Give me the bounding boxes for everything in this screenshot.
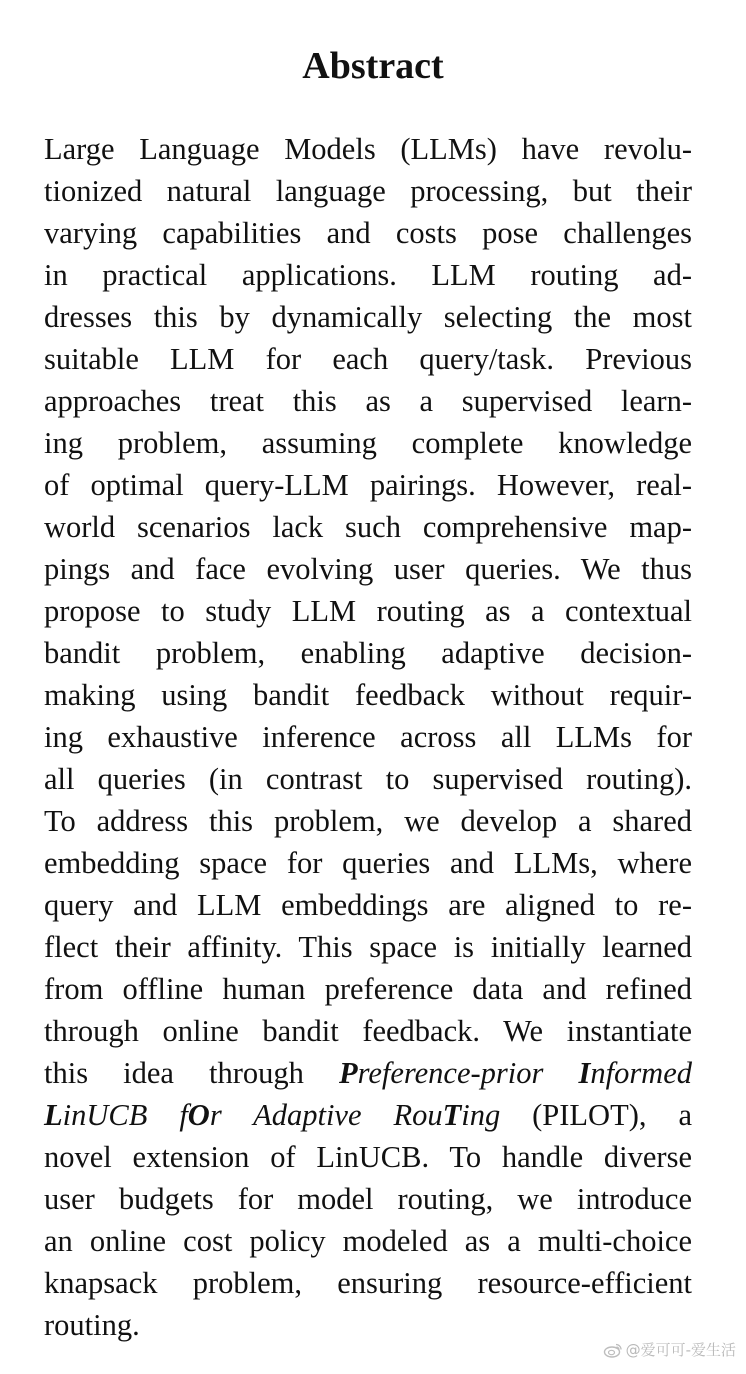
abstract-line bbox=[44, 506, 692, 548]
line-text: an online cost policy modeled as a multi-choice bbox=[44, 1224, 692, 1258]
emphasis-text: T bbox=[442, 1098, 462, 1132]
emphasis-text: P bbox=[338, 1056, 358, 1090]
abstract-line bbox=[44, 1010, 692, 1052]
line-text: varying capabilities and costs pose challenges bbox=[44, 216, 692, 250]
abstract-line bbox=[44, 590, 692, 632]
abstract-line bbox=[44, 1262, 692, 1304]
line-text: through online bandit feedback. We instantiate bbox=[44, 1014, 692, 1048]
abstract-body bbox=[44, 128, 692, 1346]
line-text: ing problem, assuming complete knowledge bbox=[44, 426, 692, 460]
abstract-line bbox=[44, 926, 692, 968]
line-text: routing. bbox=[44, 1308, 140, 1342]
line-text: (PILOT), a bbox=[500, 1098, 692, 1132]
line-text: flect their affinity. This space is initially learned bbox=[44, 930, 692, 964]
abstract-line bbox=[44, 1136, 692, 1178]
emphasis-text: O bbox=[187, 1098, 210, 1132]
line-text: Large Language Models (LLMs) have revolu- bbox=[44, 132, 692, 166]
line-text: making using bandit feedback without requir- bbox=[44, 678, 692, 712]
abstract-line bbox=[44, 1220, 692, 1262]
abstract-line bbox=[44, 380, 692, 422]
line-text: from offline human preference data and refined bbox=[44, 972, 692, 1006]
line-text: novel extension of LinUCB. To handle diverse bbox=[44, 1140, 692, 1174]
line-text: this idea through bbox=[44, 1056, 339, 1090]
line-text: dresses this by dynamically selecting the most bbox=[44, 300, 692, 334]
abstract-line bbox=[44, 464, 692, 506]
watermark-text: @爱可可-爱生活 bbox=[625, 1341, 736, 1359]
line-text: pings and face evolving user queries. We thus bbox=[44, 552, 692, 586]
abstract-line bbox=[44, 842, 692, 884]
emphasis-text: L bbox=[44, 1098, 63, 1132]
line-text: approaches treat this as a supervised learn- bbox=[44, 384, 692, 418]
line-text: ing exhaustive inference across all LLMs for bbox=[44, 720, 692, 754]
abstract-title: Abstract bbox=[302, 45, 444, 87]
abstract-line bbox=[44, 800, 692, 842]
emphasis-text: nformed bbox=[590, 1056, 693, 1090]
line-text: query and LLM embeddings are aligned to re- bbox=[44, 888, 692, 922]
abstract-line bbox=[44, 422, 692, 464]
abstract-line bbox=[44, 632, 692, 674]
abstract-line bbox=[44, 296, 692, 338]
abstract-line bbox=[44, 548, 692, 590]
line-text: suitable LLM for each query/task. Previous bbox=[44, 342, 692, 376]
abstract-line bbox=[44, 758, 692, 800]
line-text: propose to study LLM routing as a contextual bbox=[44, 594, 692, 628]
abstract-line bbox=[44, 254, 692, 296]
abstract-line bbox=[44, 128, 692, 170]
emphasis-text: ing bbox=[461, 1098, 501, 1132]
line-text: user budgets for model routing, we introduce bbox=[44, 1182, 692, 1216]
emphasis-text: I bbox=[578, 1056, 591, 1090]
abstract-line bbox=[44, 884, 692, 926]
abstract-line bbox=[44, 968, 692, 1010]
line-text: all queries (in contrast to supervised routing). bbox=[44, 762, 692, 796]
line-text: in practical applications. LLM routing ad- bbox=[44, 258, 692, 292]
line-text: To address this problem, we develop a shared bbox=[44, 804, 692, 838]
line-text: knapsack problem, ensuring resource-efficient bbox=[44, 1266, 692, 1300]
abstract-line bbox=[44, 338, 692, 380]
line-text: embedding space for queries and LLMs, where bbox=[44, 846, 692, 880]
watermark bbox=[603, 1339, 736, 1360]
abstract-line bbox=[44, 716, 692, 758]
emphasis-text: inUCB bbox=[62, 1098, 180, 1132]
abstract-line bbox=[44, 1094, 692, 1136]
abstract-line bbox=[44, 674, 692, 716]
line-text: tionized natural language processing, but their bbox=[44, 174, 692, 208]
emphasis-text: f bbox=[179, 1098, 188, 1132]
line-text: world scenarios lack such comprehensive map- bbox=[44, 510, 692, 544]
abstract-line bbox=[44, 170, 692, 212]
line-text: of optimal query-LLM pairings. However, real- bbox=[44, 468, 692, 502]
abstract-line bbox=[44, 1052, 692, 1094]
abstract-line bbox=[44, 212, 692, 254]
abstract-line bbox=[44, 1304, 692, 1346]
weibo-logo-icon bbox=[603, 1342, 623, 1358]
emphasis-text: reference-prior bbox=[357, 1056, 579, 1090]
emphasis-text: r Adaptive Rou bbox=[209, 1098, 443, 1132]
abstract-line bbox=[44, 1178, 692, 1220]
line-text: bandit problem, enabling adaptive decision- bbox=[44, 636, 692, 670]
